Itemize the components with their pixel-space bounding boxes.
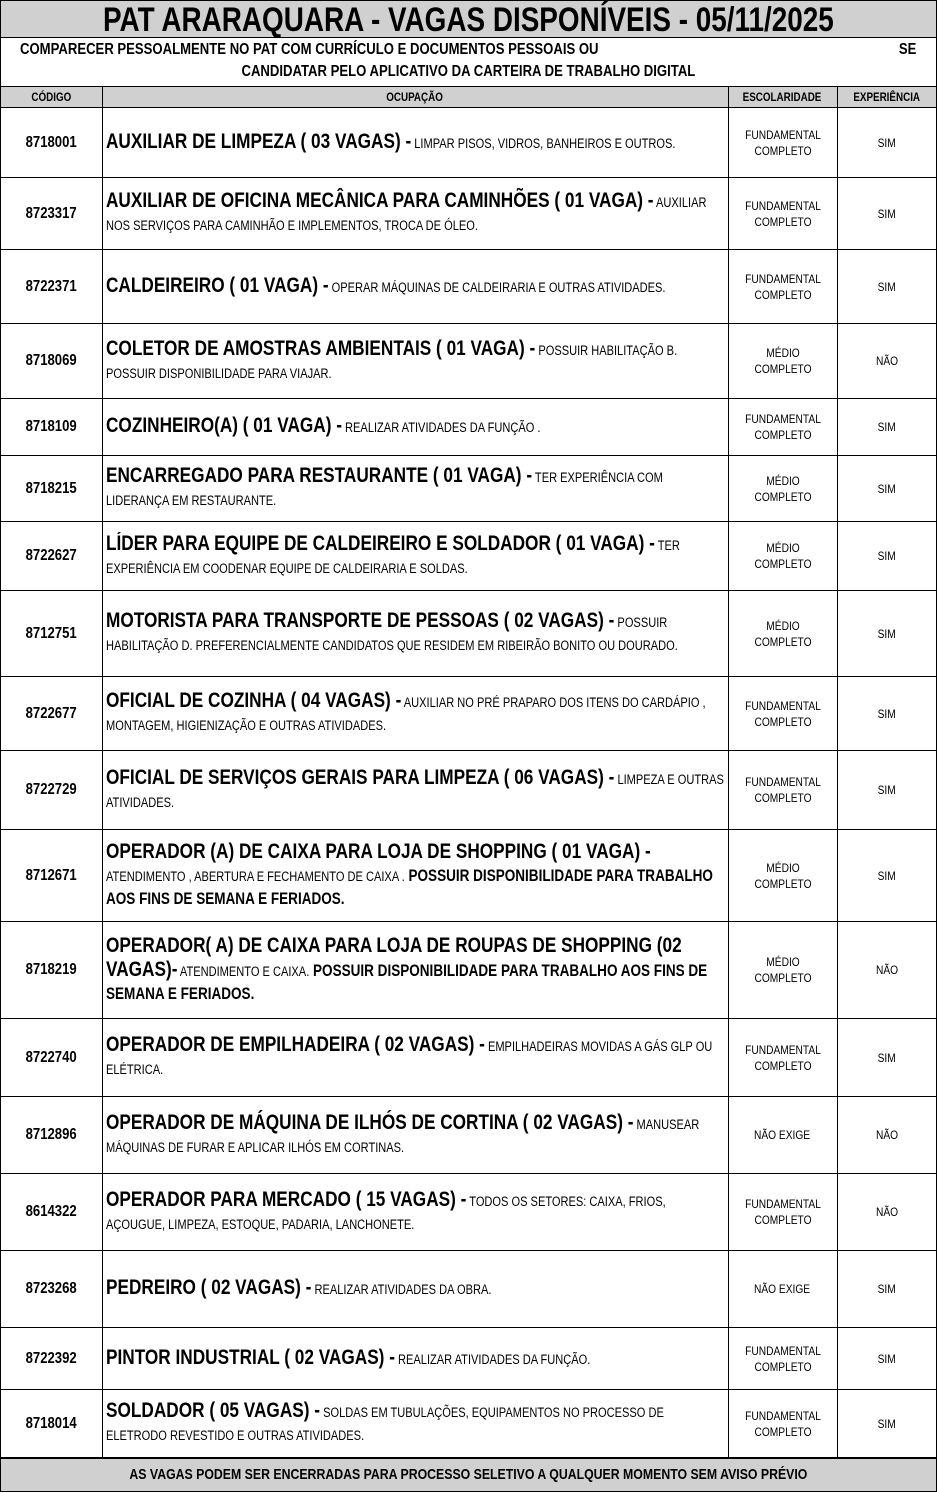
table-row [1, 922, 936, 1019]
job-code-cell [1, 399, 102, 456]
occupation-description: TODOS OS SETORES: CAIXA, FRIOS, AÇOUGUE, LIMPEZA, ESTOQUE, PADARIA, LANCHONETE. [105, 1193, 666, 1232]
education-level: FUNDAMENTAL COMPLETO [744, 127, 821, 158]
job-code-cell [1, 324, 102, 399]
occupation-description: ATENDIMENTO , ABERTURA E FECHAMENTO DE CAIXA . [105, 868, 405, 884]
job-code-cell [1, 1328, 102, 1390]
occupation-title: PINTOR INDUSTRIAL ( 02 VAGAS) - [105, 1345, 395, 1369]
column-header-experiencia [837, 87, 936, 108]
education-level: FUNDAMENTAL COMPLETO [744, 1042, 821, 1073]
job-code-cell [1, 922, 102, 1019]
education-level: MÉDIO COMPLETO [753, 860, 812, 891]
experience-cell [837, 456, 936, 522]
job-code-cell [1, 830, 102, 922]
experience-required: SIM [877, 783, 896, 797]
occupation-description: REALIZAR ATIVIDADES DA FUNÇÃO. [394, 1351, 590, 1367]
experience-cell [837, 830, 936, 922]
occupation-title: CALDEIREIRO ( 01 VAGA) - [105, 273, 329, 297]
education-cell [728, 1019, 837, 1097]
occupation-description: AUXILIAR NO PRÉ PRAPARO DOS ITENS DO CARDÁPIO , MONTAGEM, HIGIENIZAÇÃO E OUTRAS ATIVIDADES. [105, 695, 706, 733]
education-cell [728, 1097, 837, 1174]
experience-required: SIM [877, 1282, 896, 1296]
page-title: PAT ARARAQUARA - VAGAS DISPONÍVEIS - 05/11/2025 [103, 1, 834, 38]
education-cell [728, 108, 837, 178]
occupation-description: LIMPEZA E OUTRAS ATIVIDADES. [105, 771, 724, 810]
experience-required: SIM [877, 1416, 896, 1431]
experience-required: SIM [877, 481, 896, 496]
education-level: FUNDAMENTAL COMPLETO [744, 1343, 821, 1374]
education-level: FUNDAMENTAL COMPLETO [744, 1408, 821, 1439]
job-code: 8712751 [25, 624, 77, 642]
occupation-title: MOTORISTA PARA TRANSPORTE DE PESSOAS ( 02 VAGAS) - [105, 609, 614, 632]
occupation-title: OPERADOR( A) DE CAIXA PARA LOJA DE ROUPAS DE SHOPPING (02 VAGAS)- [105, 933, 682, 981]
occupation-cell [102, 1328, 728, 1390]
education-level: NÃO EXIGE [754, 1128, 811, 1142]
occupation-description: LIMPAR PISOS, VIDROS, BANHEIROS E OUTROS. [410, 135, 675, 151]
job-code: 8722371 [25, 277, 77, 295]
experience-required: SIM [877, 868, 896, 883]
education-cell [728, 178, 837, 250]
table-row [1, 1174, 936, 1251]
education-cell [728, 591, 837, 677]
experience-cell [837, 677, 936, 751]
experience-cell [837, 522, 936, 591]
table-body [1, 108, 936, 1458]
job-code: 8718069 [25, 352, 77, 369]
column-header-label: EXPERIÊNCIA [853, 90, 921, 104]
education-cell [728, 677, 837, 751]
footer-notice [1, 1458, 936, 1491]
occupation-title: AUXILIAR DE OFICINA MECÂNICA PARA CAMINHÕES ( 01 VAGA) - [105, 189, 654, 212]
occupation-cell [102, 830, 728, 922]
occupation-description: TER EXPERIÊNCIA EM COODENAR EQUIPE DE CALDEIRARIA E SOLDAS. [105, 537, 680, 576]
education-cell [728, 922, 837, 1019]
education-cell [728, 324, 837, 399]
occupation-title: COLETOR DE AMOSTRAS AMBIENTAIS ( 01 VAGA) - [105, 336, 535, 360]
education-cell [728, 751, 837, 830]
occupation-cell [102, 751, 728, 830]
education-cell [728, 830, 837, 922]
education-level: MÉDIO COMPLETO [753, 473, 812, 504]
education-cell [728, 1328, 837, 1390]
occupation-description: REALIZAR ATIVIDADES DA FUNÇÃO . [341, 420, 540, 435]
occupation-description: POSSUIR HABILITAÇÃO B. POSSUIR DISPONIBILIDADE PARA VIAJAR. [105, 342, 677, 381]
education-cell [728, 250, 837, 324]
occupation-description: TER EXPERIÊNCIA COM LIDERANÇA EM RESTAURANTE. [105, 470, 663, 508]
experience-cell [837, 1390, 936, 1458]
experience-cell [837, 399, 936, 456]
education-level: FUNDAMENTAL COMPLETO [744, 775, 821, 805]
table-row [1, 456, 936, 522]
experience-cell [837, 324, 936, 399]
table-row [1, 1390, 936, 1458]
occupation-title: OFICIAL DE COZINHA ( 04 VAGAS) - [105, 689, 401, 712]
education-cell [728, 1390, 837, 1458]
table-row [1, 1019, 936, 1097]
occupation-cell [102, 1390, 728, 1458]
experience-cell [837, 922, 936, 1019]
occupation-title: PEDREIRO ( 02 VAGAS) - [105, 1276, 311, 1299]
table-row [1, 591, 936, 677]
column-header-ocupacao [102, 87, 728, 108]
experience-required: SIM [877, 1050, 896, 1065]
occupation-title: OPERADOR (A) DE CAIXA PARA LOJA DE SHOPPING ( 01 VAGA) - [105, 839, 651, 863]
experience-required: SIM [877, 206, 896, 221]
job-code-cell [1, 1390, 102, 1458]
education-cell [728, 1174, 837, 1251]
education-cell [728, 522, 837, 591]
occupation-requirement-note: POSSUIR DISPONIBILIDADE PARA TRABALHO AOS FINS DE SEMANA E FERIADOS. [105, 961, 707, 1003]
instructions [1, 38, 936, 87]
experience-required: NÃO [875, 1128, 898, 1142]
occupation-title: ENCARREGADO PARA RESTAURANTE ( 01 VAGA) - [105, 464, 532, 487]
job-code: 8712671 [25, 866, 77, 884]
education-level: MÉDIO COMPLETO [753, 618, 812, 649]
job-code-cell [1, 1174, 102, 1251]
education-level: FUNDAMENTAL COMPLETO [744, 1197, 821, 1227]
experience-cell [837, 1251, 936, 1328]
column-header-label: CÓDIGO [31, 90, 72, 104]
job-code-cell [1, 522, 102, 591]
experience-required: SIM [877, 1351, 896, 1366]
table-row [1, 1251, 936, 1328]
occupation-description: SOLDAS EM TUBULAÇÕES, EQUIPAMENTOS NO PROCESSO DE ELETRODO REVESTIDO E OUTRAS ATIVIDADES. [105, 1405, 664, 1443]
occupation-cell [102, 178, 728, 250]
title-band [1, 1, 936, 38]
education-cell [728, 399, 837, 456]
table-row [1, 250, 936, 324]
job-code-cell [1, 751, 102, 830]
occupation-title: OPERADOR DE MÁQUINA DE ILHÓS DE CORTINA ( 02 VAGAS) - [105, 1110, 633, 1134]
job-code: 8723268 [25, 1280, 77, 1297]
experience-cell [837, 250, 936, 324]
education-level: NÃO EXIGE [754, 1282, 811, 1296]
occupation-cell [102, 1019, 728, 1097]
occupation-description: MANUSEAR MÁQUINAS DE FURAR E APLICAR ILHÓS EM CORTINAS. [105, 1116, 699, 1155]
experience-cell [837, 1019, 936, 1097]
column-header-escolaridade [728, 87, 837, 108]
occupation-title: AUXILIAR DE LIMPEZA ( 03 VAGAS) - [105, 129, 411, 153]
job-code: 8723317 [25, 204, 77, 222]
occupation-cell [102, 522, 728, 591]
table-row [1, 324, 936, 399]
table-row [1, 677, 936, 751]
job-code: 8722677 [25, 704, 77, 722]
footer-notice-text: AS VAGAS PODEM SER ENCERRADAS PARA PROCESSO SELETIVO A QUALQUER MOMENTO SEM AVISO PRÉVIO [129, 1466, 808, 1483]
experience-required: SIM [877, 279, 896, 294]
occupation-description: AUXILIAR NOS SERVIÇOS PARA CAMINHÃO E IMPLEMENTOS, TROCA DE ÓLEO. [105, 195, 706, 233]
experience-required: SIM [877, 626, 896, 641]
occupation-title: OPERADOR PARA MERCADO ( 15 VAGAS) - [105, 1187, 466, 1211]
occupation-title: COZINHEIRO(A) ( 01 VAGA) - [105, 414, 342, 437]
table-row [1, 1328, 936, 1390]
education-cell [728, 1251, 837, 1328]
occupation-description: POSSUIR HABILITAÇÃO D. PREFERENCIALMENTE CANDIDATOS QUE RESIDEM EM RIBEIRÃO BONITO OU DOURADO. [105, 615, 678, 653]
job-code: 8718215 [25, 479, 77, 497]
occupation-title: LÍDER PARA EQUIPE DE CALDEIREIRO E SOLDADOR ( 01 VAGA) - [105, 531, 655, 555]
table-row [1, 108, 936, 178]
vacancies-table [1, 87, 936, 1458]
experience-cell [837, 178, 936, 250]
education-level: MÉDIO COMPLETO [753, 955, 812, 985]
table-row [1, 399, 936, 456]
job-code: 8614322 [25, 1203, 77, 1220]
job-code: 8722392 [25, 1349, 77, 1367]
job-code: 8722729 [25, 781, 77, 798]
experience-required: SIM [877, 706, 896, 721]
table-row [1, 1097, 936, 1174]
education-level: FUNDAMENTAL COMPLETO [744, 698, 821, 729]
job-code-cell [1, 1097, 102, 1174]
job-code: 8712896 [25, 1126, 77, 1143]
experience-required: SIM [877, 549, 896, 563]
education-level: FUNDAMENTAL COMPLETO [744, 198, 821, 229]
occupation-description: OPERAR MÁQUINAS DE CALDEIRARIA E OUTRAS ATIVIDADES. [328, 279, 665, 295]
experience-cell [837, 591, 936, 677]
job-code: 8718014 [25, 1414, 77, 1432]
experience-required: SIM [877, 420, 896, 434]
experience-required: SIM [877, 135, 896, 150]
table-row [1, 178, 936, 250]
occupation-cell [102, 1097, 728, 1174]
table-header-row [1, 87, 936, 108]
instructions-se: SE [898, 41, 916, 58]
job-code-cell [1, 108, 102, 178]
occupation-title: OPERADOR DE EMPILHADEIRA ( 02 VAGAS) - [105, 1033, 485, 1056]
occupation-cell [102, 591, 728, 677]
occupation-cell [102, 250, 728, 324]
column-header-label: ESCOLARIDADE [743, 90, 822, 104]
instructions-line-2: CANDIDATAR PELO APLICATIVO DA CARTEIRA DE TRABALHO DIGITAL [241, 63, 696, 80]
education-level: MÉDIO COMPLETO [753, 346, 812, 376]
job-code: 8718109 [25, 418, 77, 435]
education-cell [728, 456, 837, 522]
occupation-title: OFICIAL DE SERVIÇOS GERAIS PARA LIMPEZA ( 06 VAGAS) - [105, 765, 614, 789]
job-code: 8722740 [25, 1048, 77, 1066]
occupation-cell [102, 456, 728, 522]
table-row [1, 830, 936, 922]
education-level: FUNDAMENTAL COMPLETO [744, 271, 821, 302]
occupation-cell [102, 922, 728, 1019]
occupation-cell [102, 677, 728, 751]
job-code-cell [1, 178, 102, 250]
occupation-title: SOLDADOR ( 05 VAGAS) - [105, 1399, 320, 1422]
occupation-cell [102, 324, 728, 399]
occupation-cell [102, 108, 728, 178]
education-level: FUNDAMENTAL COMPLETO [744, 412, 821, 442]
experience-required: NÃO [875, 1205, 898, 1219]
job-code-cell [1, 677, 102, 751]
job-code-cell [1, 456, 102, 522]
experience-cell [837, 751, 936, 830]
experience-cell [837, 1174, 936, 1251]
job-code-cell [1, 1019, 102, 1097]
instructions-line-1: COMPARECER PESSOALMENTE NO PAT COM CURRÍCULO E DOCUMENTOS PESSOAIS OU [20, 41, 599, 58]
table-row [1, 522, 936, 591]
occupation-description: EMPILHADEIRAS MOVIDAS A GÁS GLP OU ELÉTRICA. [105, 1039, 712, 1077]
job-code-cell [1, 591, 102, 677]
experience-required: NÃO [875, 354, 898, 368]
experience-cell [837, 108, 936, 178]
occupation-description: REALIZAR ATIVIDADES DA OBRA. [310, 1282, 491, 1297]
occupation-cell [102, 1251, 728, 1328]
occupation-cell [102, 1174, 728, 1251]
education-level: MÉDIO COMPLETO [753, 541, 812, 571]
job-code-cell [1, 250, 102, 324]
occupation-cell [102, 399, 728, 456]
job-code-cell [1, 1251, 102, 1328]
job-code: 8718219 [25, 961, 77, 978]
table-row [1, 751, 936, 830]
column-header-codigo [1, 87, 102, 108]
experience-cell [837, 1328, 936, 1390]
job-code: 8722627 [25, 547, 77, 564]
column-header-label: OCUPAÇÃO [386, 90, 444, 104]
job-code: 8718001 [25, 133, 77, 151]
experience-required: NÃO [875, 963, 898, 977]
experience-cell [837, 1097, 936, 1174]
occupation-description: ATENDIMENTO E CAIXA. [176, 963, 309, 979]
occupation-requirement-note: POSSUIR DISPONIBILIDADE PARA TRABALHO AOS FINS DE SEMANA E FERIADOS. [105, 866, 713, 908]
